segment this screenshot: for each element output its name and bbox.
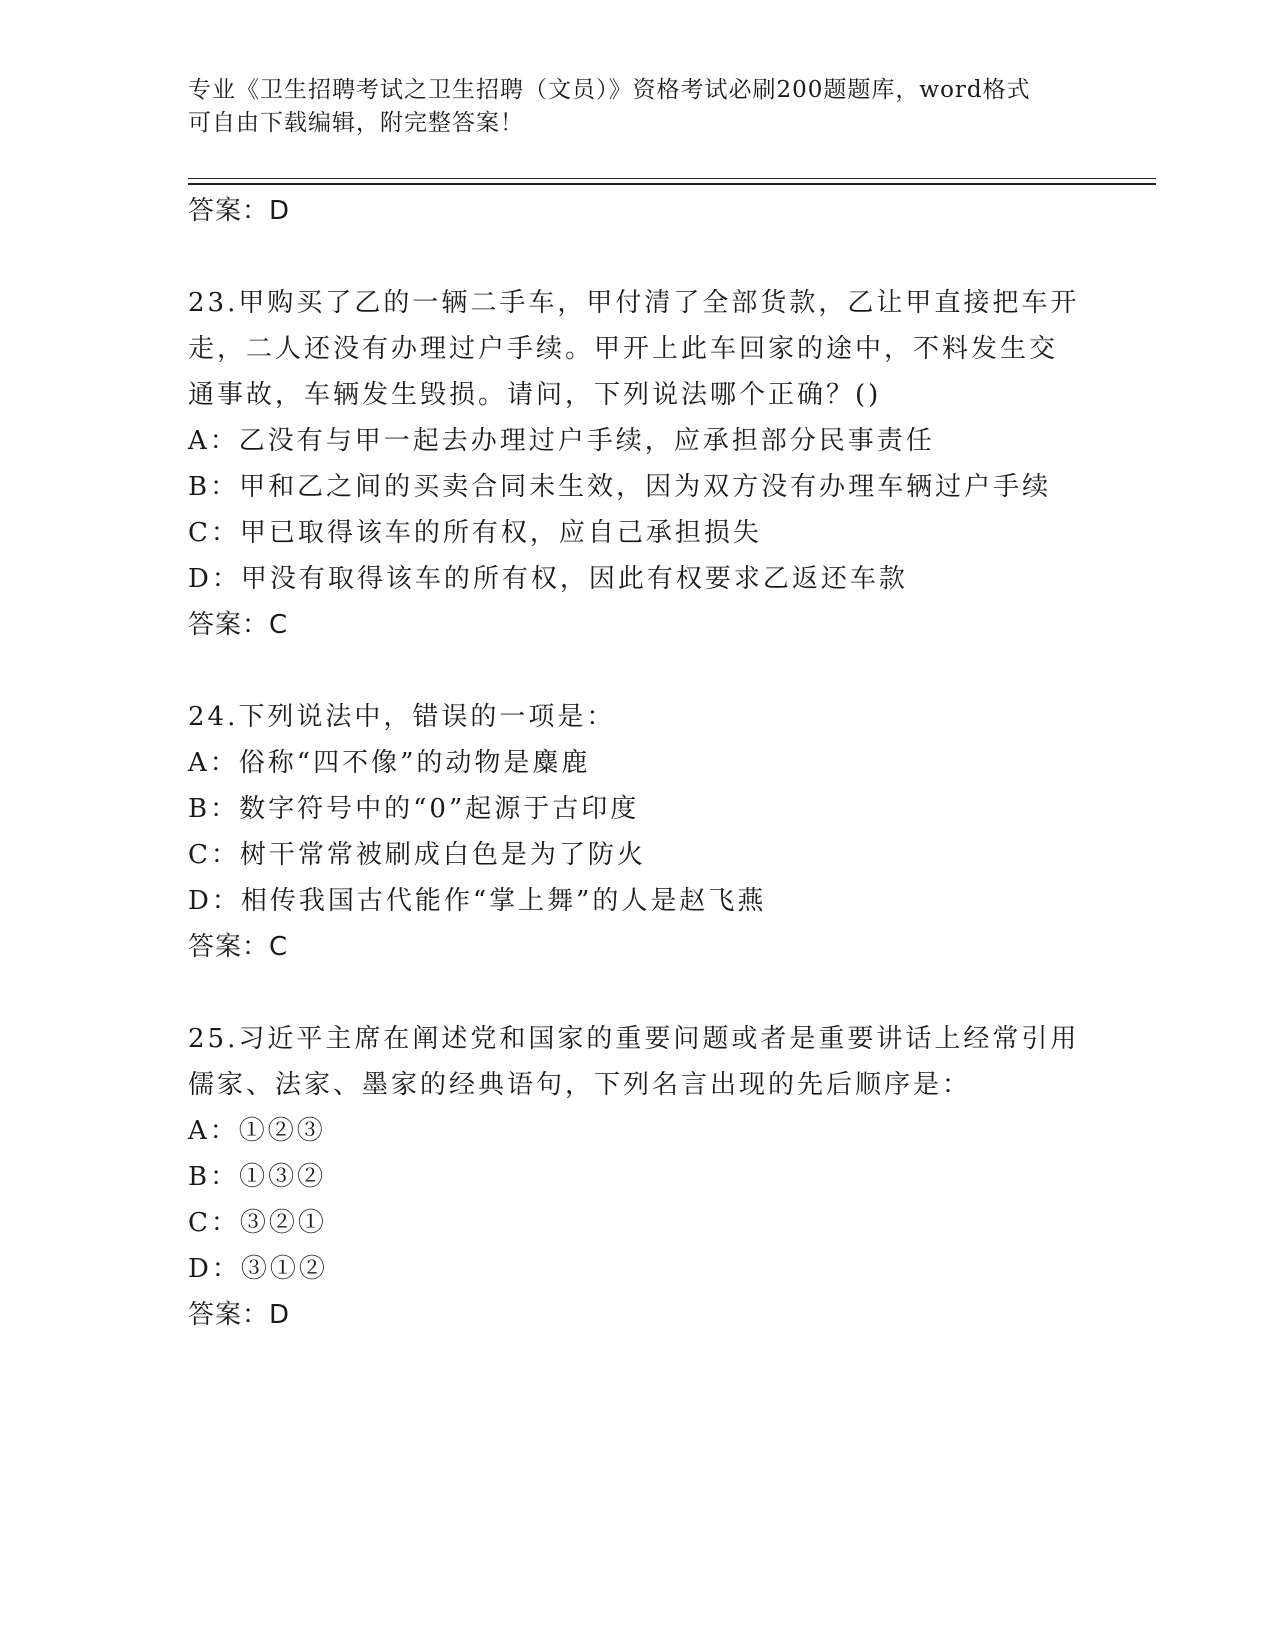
option-c: C：甲已取得该车的所有权，应自己承担损失: [188, 518, 762, 548]
question-block-23: [188, 280, 1088, 648]
option-d: D：相传我国古代能作“掌上舞”的人是赵飞燕: [188, 886, 767, 916]
question-stem-line: 23.甲购买了乙的一辆二手车，甲付清了全部货款，乙让甲直接把车开: [188, 288, 1080, 318]
spacer: [188, 648, 1088, 694]
option-b: B：甲和乙之间的买卖合同未生效，因为双方没有办理车辆过户手续: [188, 472, 1052, 502]
option-c: C：树干常常被刷成白色是为了防火: [188, 840, 646, 870]
option-d: D：③①②: [188, 1254, 328, 1284]
answer: 答案：D: [188, 1300, 291, 1330]
spacer: [188, 234, 1088, 280]
option-d: D：甲没有取得该车的所有权，因此有权要求乙返还车款: [188, 564, 908, 594]
option-b: B：①③②: [188, 1162, 327, 1192]
question-block-24: [188, 694, 1088, 970]
question-stem-line: 24.下列说法中，错误的一项是：: [188, 702, 616, 732]
answer: 答案：C: [188, 932, 289, 962]
header-rule-thick: [188, 183, 1156, 185]
question-block-25: [188, 1016, 1088, 1338]
spacer: [188, 970, 1088, 1016]
question-stem-line: 通事故，车辆发生毁损。请问，下列说法哪个正确？(): [188, 380, 882, 410]
option-a: A：①②③: [188, 1116, 326, 1146]
option-a: A：乙没有与甲一起去办理过户手续，应承担部分民事责任: [188, 426, 935, 456]
question-stem-line: 25.习近平主席在阐述党和国家的重要问题或者是重要讲话上经常引用: [188, 1024, 1080, 1054]
question-content: [188, 188, 1088, 1338]
option-b: B：数字符号中的“0”起源于古印度: [188, 794, 640, 824]
question-stem-line: 走，二人还没有办理过户手续。甲开上此车回家的途中，不料发生交: [188, 334, 1059, 364]
answer: 答案：C: [188, 610, 289, 640]
header-line-2: 可自由下载编辑，附完整答案！: [188, 110, 524, 136]
header-rule-thin: [188, 178, 1156, 179]
previous-answer: 答案：D: [188, 196, 291, 226]
question-stem-line: 儒家、法家、墨家的经典语句，下列名言出现的先后顺序是：: [188, 1070, 972, 1100]
document-header: [188, 74, 1068, 140]
option-a: A：俗称“四不像”的动物是麋鹿: [188, 748, 591, 778]
header-line-1: 专业《卫生招聘考试之卫生招聘（文员）》资格考试必刷200题题库，word格式: [188, 77, 1031, 103]
option-c: C：③②①: [188, 1208, 327, 1238]
